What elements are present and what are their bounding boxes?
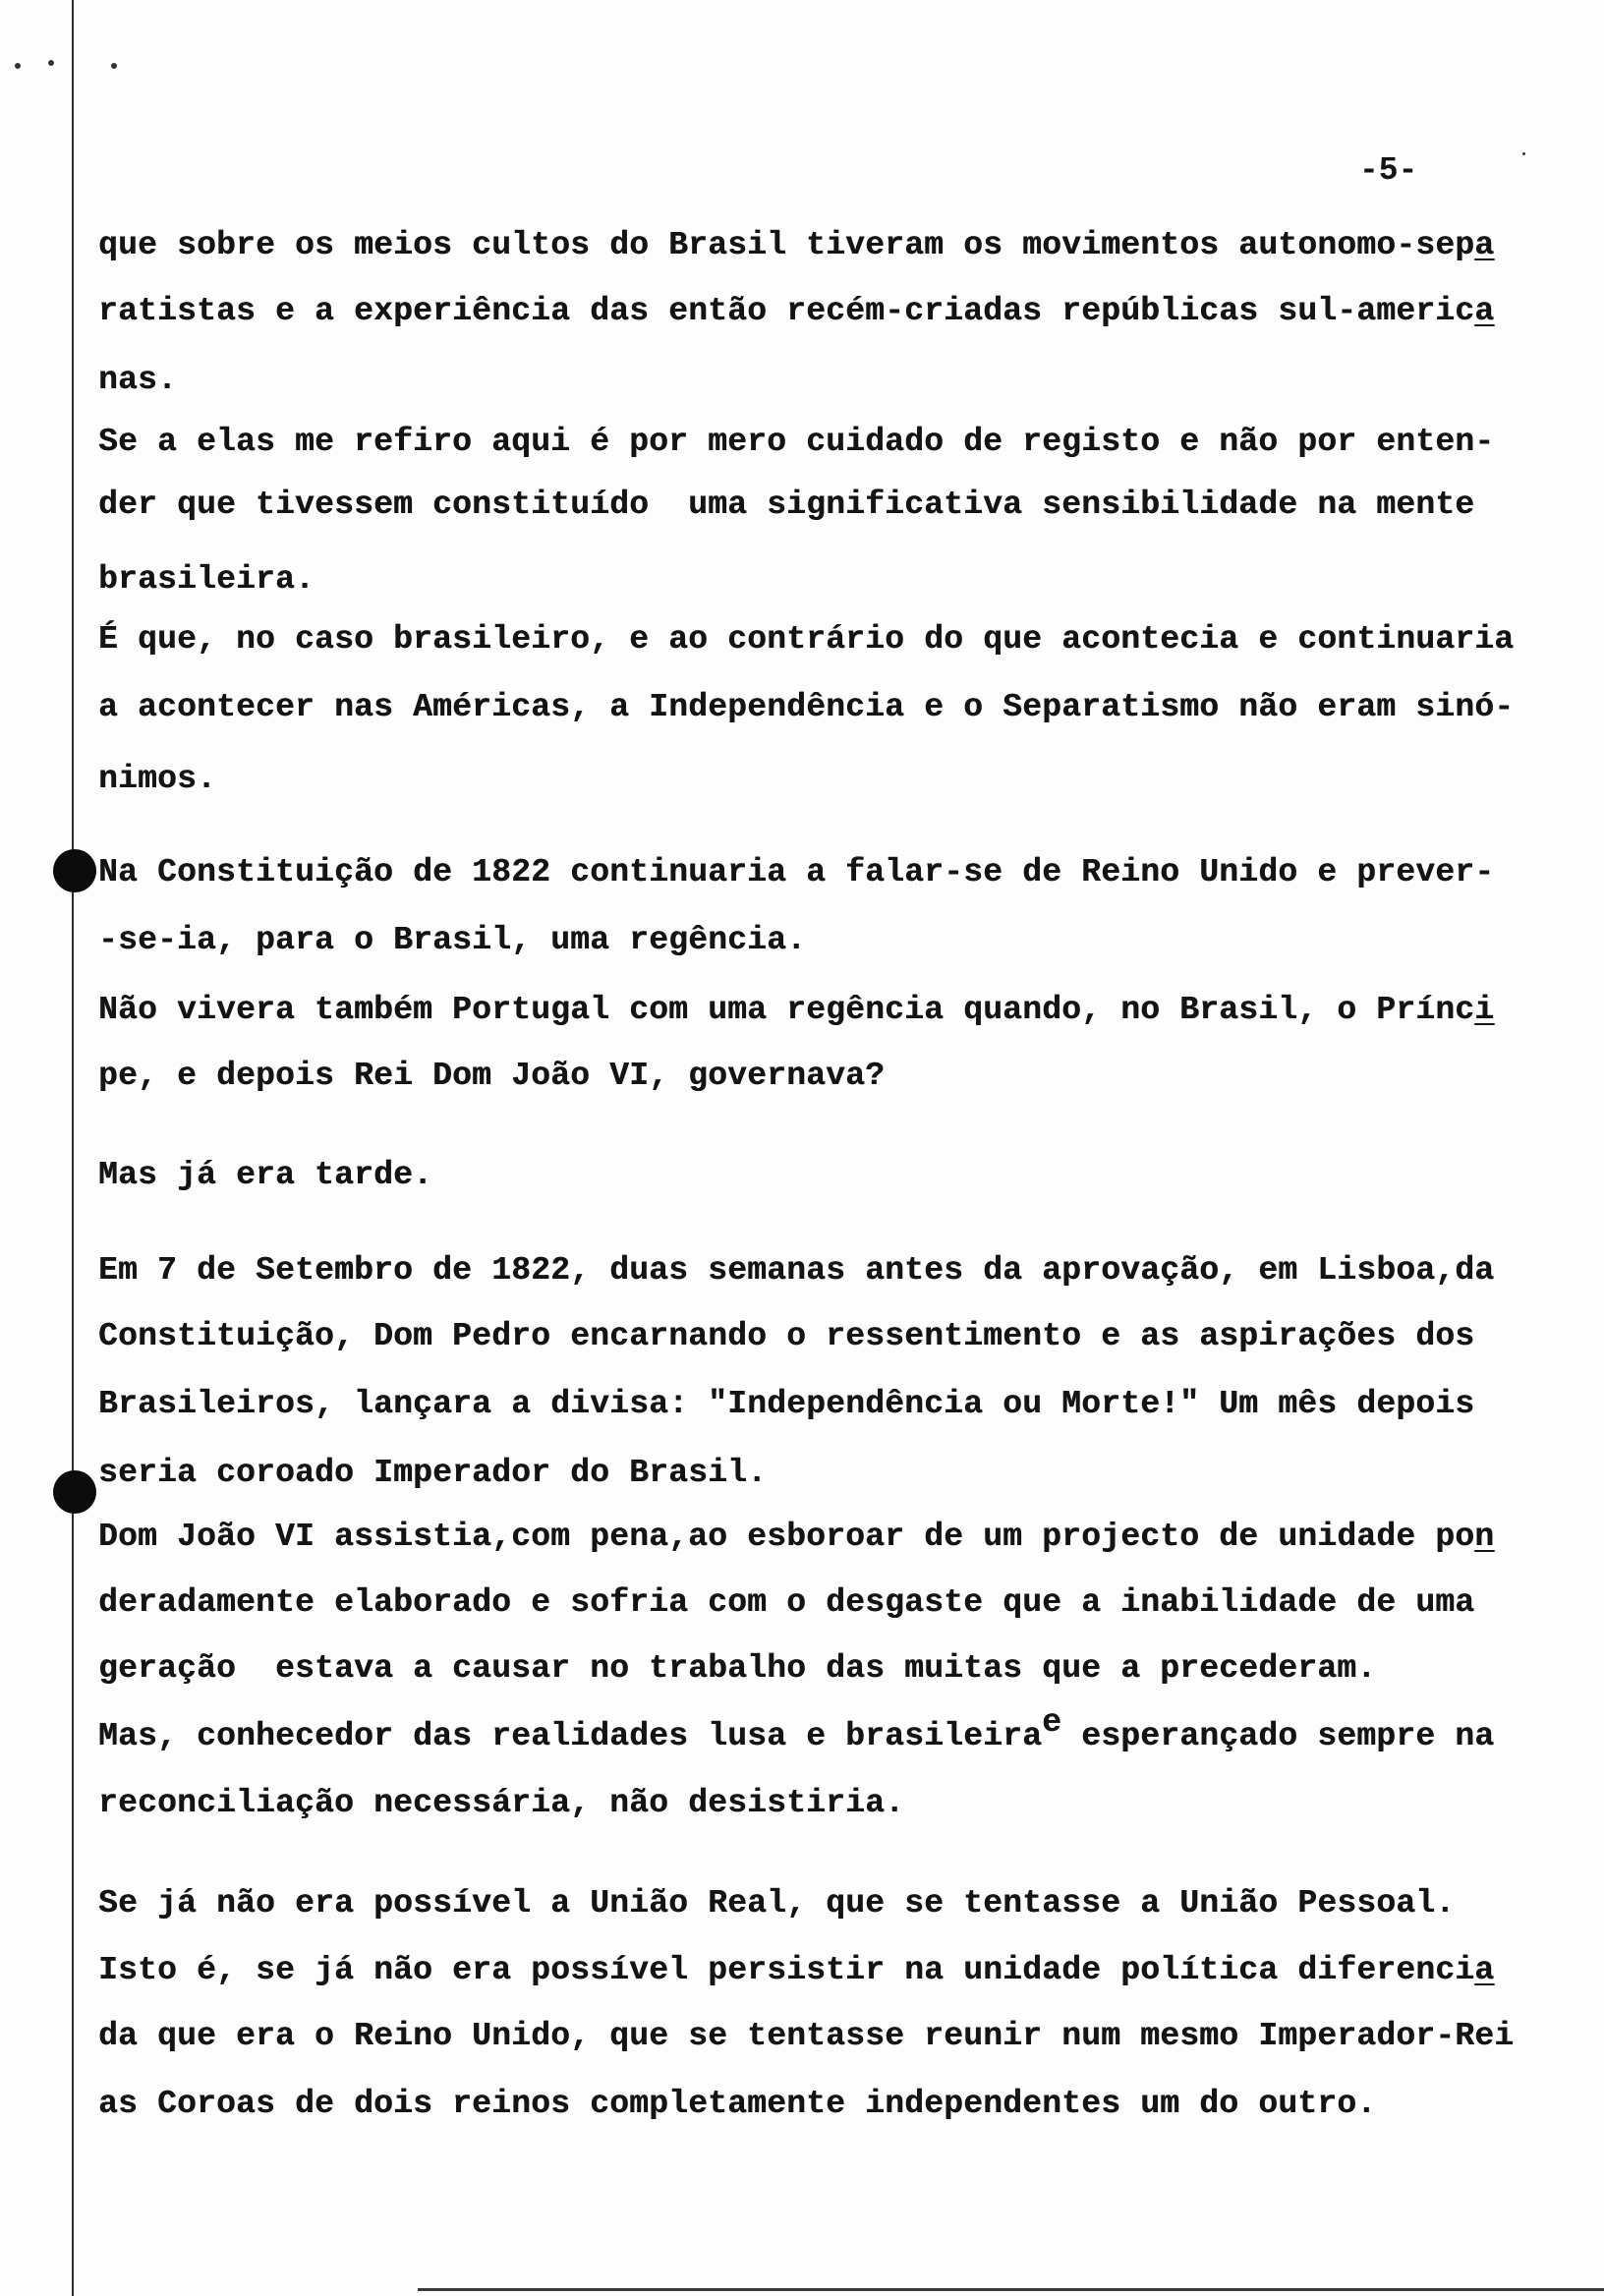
text-line: [98, 1951, 1494, 1990]
punch-hole: [53, 1470, 96, 1514]
line-text: as Coroas de dois reinos completamente independentes um do outro.: [98, 2086, 1377, 2122]
underlined-letter: a: [1474, 1952, 1495, 1988]
text-line: [98, 1251, 1494, 1291]
text-line: [98, 620, 1514, 660]
line-text: nas.: [98, 362, 178, 398]
line-text: Dom João VI assistia,com pena,ao esboroar de um projecto de unidade po: [98, 1519, 1475, 1555]
line-text: Brasileiros, lançara a divisa: "Independência ou Morte!" Um mês depois: [98, 1386, 1475, 1422]
line-text: geração estava a causar no trabalho das muitas que a precederam.: [98, 1650, 1377, 1687]
line-text: da que era o Reino Unido, que se tentasse reunir num mesmo Imperador-Rei: [98, 2018, 1515, 2054]
underlined-letter: i: [1474, 992, 1495, 1028]
text-line: [98, 1704, 1495, 1756]
line-text: Mas já era tarde.: [98, 1157, 433, 1193]
line-text: Em 7 de Setembro de 1822, duas semanas antes da aprovação, em Lisboa,da: [98, 1252, 1495, 1289]
text-line: [98, 1454, 767, 1493]
line-text: Mas, conhecedor das realidades lusa e brasileira: [98, 1718, 1043, 1754]
text-line: [98, 991, 1494, 1030]
line-text: seria coroado Imperador do Brasil.: [98, 1455, 768, 1491]
text-line: [98, 1884, 1455, 1923]
text-line: [98, 1518, 1494, 1557]
text-line: [98, 226, 1494, 265]
line-text: ratistas e a experiência das então recém-criadas repúblicas sul-americ: [98, 293, 1475, 329]
text-line: [98, 1649, 1376, 1689]
scan-mark: [15, 63, 21, 69]
line-text: brasileira.: [98, 561, 315, 598]
text-line: [98, 292, 1494, 331]
scan-mark: [111, 63, 117, 69]
line-text: -se-ia, para o Brasil, uma regência.: [98, 922, 807, 958]
text-line: [98, 853, 1494, 892]
line-text: Isto é, se já não era possível persistir na unidade política diferenci: [98, 1952, 1475, 1988]
underlined-letter: a: [1474, 293, 1495, 329]
line-text: É que, no caso brasileiro, e ao contrário do que acontecia e continuaria: [98, 621, 1515, 658]
left-margin-rule: [72, 0, 74, 2296]
text-line: [98, 2017, 1514, 2056]
line-text: pe, e depois Rei Dom João VI, governava?: [98, 1058, 886, 1094]
text-line: [98, 560, 315, 600]
line-text-continued: esperançado sempre na: [1061, 1718, 1495, 1754]
line-text: a acontecer nas Américas, a Independência e o Separatismo não eram sinó-: [98, 689, 1515, 725]
line-text: Se já não era possível a União Real, que se tentasse a União Pessoal.: [98, 1885, 1456, 1922]
superscript-letter: e: [1042, 1704, 1062, 1741]
line-text: der que tivessem constituído uma significativa sensibilidade na mente: [98, 487, 1475, 523]
text-line: [98, 486, 1474, 525]
text-line: [98, 1784, 904, 1823]
line-text: reconciliação necessária, não desistiria.: [98, 1785, 905, 1821]
underlined-letter: n: [1474, 1519, 1495, 1555]
line-text: nimos.: [98, 761, 217, 797]
line-text: deradamente elaborado e sofria com o desgaste que a inabilidade de uma: [98, 1584, 1475, 1621]
line-text: Não vivera também Portugal com uma regência quando, no Brasil, o Prínc: [98, 992, 1475, 1028]
text-line: [98, 760, 216, 799]
line-text: Na Constituição de 1822 continuaria a falar-se de Reino Unido e prever-: [98, 854, 1495, 890]
text-line: [98, 1583, 1474, 1623]
bottom-rule: [418, 2288, 1604, 2291]
text-line: [98, 361, 177, 400]
line-text: Se a elas me refiro aqui é por mero cuidado de registo e não por enten-: [98, 424, 1495, 460]
line-text: que sobre os meios cultos do Brasil tiveram os movimentos autonomo-sep: [98, 227, 1475, 263]
text-line: [98, 1317, 1474, 1356]
underlined-letter: a: [1474, 227, 1495, 263]
text-line: [98, 921, 806, 960]
punch-hole: [53, 849, 96, 892]
scan-mark: [48, 60, 54, 66]
line-text: Constituição, Dom Pedro encarnando o ressentimento e as aspirações dos: [98, 1318, 1475, 1354]
text-line: [98, 1156, 432, 1195]
page-number: -5-: [1359, 152, 1418, 189]
scan-mark: [1522, 152, 1525, 155]
text-line: [98, 1385, 1474, 1424]
text-line: [98, 1057, 885, 1096]
text-line: [98, 423, 1494, 462]
text-line: [98, 688, 1514, 727]
text-line: [98, 2085, 1376, 2124]
